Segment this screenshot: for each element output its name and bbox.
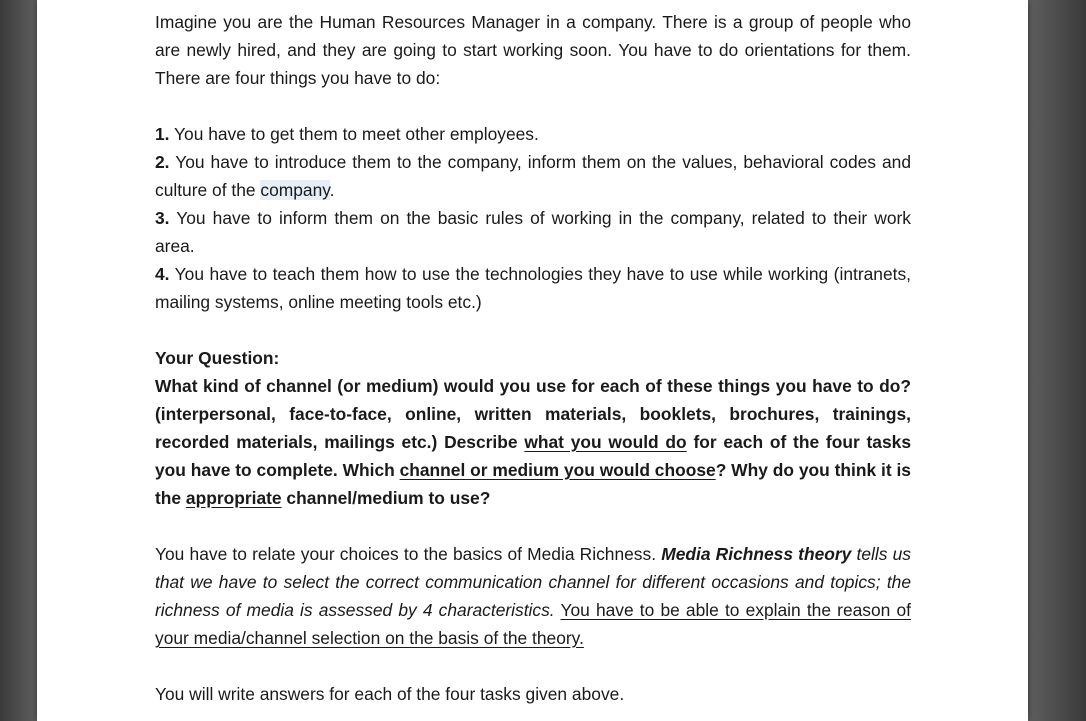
spacer (155, 92, 911, 120)
spacer (155, 512, 911, 540)
spacer (155, 652, 911, 680)
document-page (37, 0, 1028, 721)
intro-paragraph: Imagine you are the Human Resources Manager in a company. There is a group of people who are newly hired, and they are going to start working soon. You have to do orientations for them. There are four things you have to do: (155, 12, 911, 88)
question-heading: Your Question: (155, 348, 280, 368)
closing-paragraph: You will write answers for each of the four tasks given above. (155, 684, 625, 704)
task-item-2: 2. You have to introduce them to the company, inform them on the values, behavioral codes and culture of the company. (155, 152, 911, 200)
task-item-1: 1. You have to get them to meet other employees. (155, 124, 539, 144)
question-paragraph: What kind of channel (or medium) would you use for each of these things you have to do? (interpersonal, face-to-face, online, written materials, booklets, brochures, trainings, recorded materials, mailings etc.) Describe what you would do for each of the four tasks you have to complete. Which channel or medium you would choose? Why do you think it is the appropriate channel/medium to use? (155, 376, 911, 508)
spacer (155, 316, 911, 344)
media-richness-paragraph: You have to relate your choices to the basics of Media Richness. Media Richness theory tells us that we have to select the correct communication channel for different occasions and topics; the richness of media is assessed by 4 characteristics. You have to be able to explain the reason of your media/channel selection on the basis of the theory. (155, 544, 911, 648)
highlighted-word: company (260, 180, 330, 200)
task-item-3: 3. You have to inform them on the basic rules of working in the company, related to their work area. (155, 208, 911, 256)
task-item-4: 4. You have to teach them how to use the technologies they have to use while working (intranets, mailing systems, online meeting tools etc.) (155, 264, 911, 312)
page-content (155, 8, 911, 708)
